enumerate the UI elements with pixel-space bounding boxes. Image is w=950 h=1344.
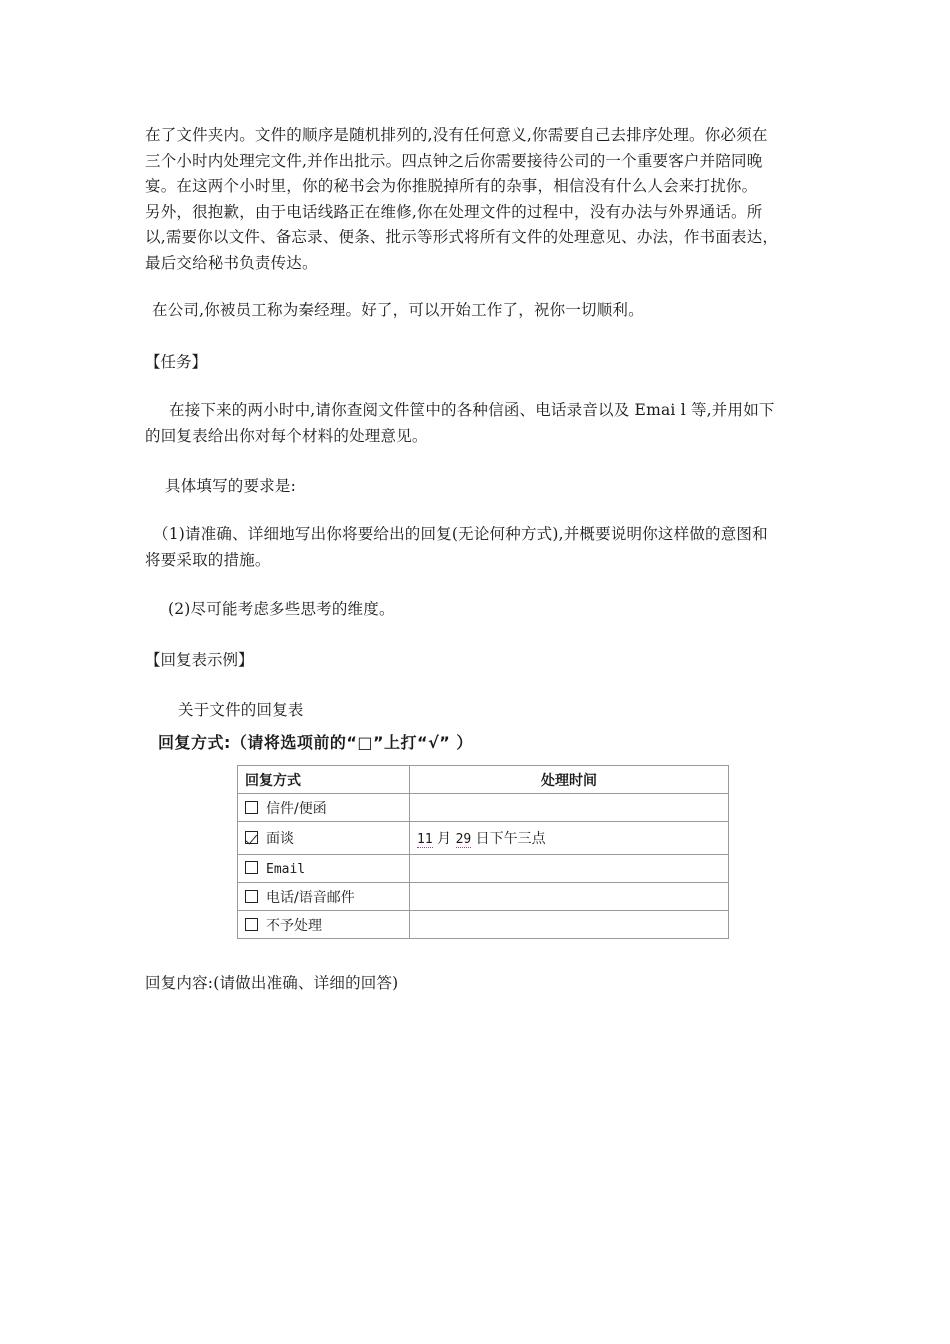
requirement-2: (2)尽可能考虑多些思考的维度。 (168, 600, 395, 618)
form-title: 回复方式:（请将选项前的“□”上打“√” ） (158, 733, 473, 752)
requirements-intro: 具体填写的要求是: (165, 477, 297, 495)
method-label: 面谈 (266, 831, 294, 847)
table-header-row (238, 766, 729, 794)
table-row (238, 794, 729, 822)
task-line: 的回复表给出你对每个材料的处理意见。 (145, 426, 428, 445)
method-label: 电话/语音邮件 (266, 889, 355, 906)
table-row (238, 883, 729, 911)
time-cell[interactable] (410, 883, 729, 911)
table-row (238, 911, 729, 939)
table-row (238, 855, 729, 883)
method-label: 信件/便函 (266, 800, 327, 817)
checkbox-icon[interactable] (245, 861, 258, 874)
time-month-char: 月 (432, 831, 456, 847)
time-cell[interactable] (410, 794, 729, 822)
intro-line: 最后交给秘书负责传达。 (145, 253, 318, 272)
method-cell[interactable] (238, 794, 410, 822)
requirement-1 (145, 522, 813, 573)
checkbox-icon[interactable] (245, 801, 258, 814)
time-month-number: 11 (417, 832, 433, 847)
method-cell[interactable] (238, 822, 410, 855)
method-label: 不予处理 (266, 917, 322, 934)
method-label: Email (266, 861, 306, 877)
method-cell[interactable] (238, 911, 410, 939)
intro-line: 以,需要你以文件、备忘录、便条、批示等形式将所有文件的处理意见、办法，作书面表达， (145, 228, 779, 246)
reply-content-label: 回复内容:(请做出准确、详细的回答) (145, 974, 399, 992)
time-day-rest: 日下午三点 (471, 831, 546, 847)
time-day-number: 29 (455, 832, 472, 847)
time-cell[interactable] (410, 911, 729, 939)
requirement-line: （1)请准确、详细地写出你将要给出的回复(无论何种方式),并概要说明你这样做的意图和 (153, 525, 768, 543)
task-heading: 【任务】 (145, 353, 208, 371)
intro-line: 三个小时内处理完文件,并作出批示。四点钟之后你需要接待公司的一个重要客户并陪同晚 (145, 151, 763, 170)
time-cell[interactable] (410, 855, 729, 883)
example-heading: 【回复表示例】 (145, 651, 254, 669)
intro-line: 在了文件夹内。文件的顺序是随机排列的,没有任何意义,你需要自己去排序处理。你必须在 (145, 126, 768, 144)
column-header-time: 处理时间 (410, 766, 729, 794)
intro-paragraph (145, 123, 813, 276)
task-paragraph (145, 398, 813, 449)
checked-checkbox-icon[interactable] (245, 831, 258, 844)
intro-line: 宴。在这两个小时里，你的秘书会为你推脱掉所有的杂事，相信没有什么人会来打扰你。 (145, 177, 758, 195)
requirement-line: 将要采取的措施。 (145, 550, 271, 569)
method-cell[interactable] (238, 855, 410, 883)
example-subtitle: 关于文件的回复表 (178, 701, 304, 719)
table-row (238, 822, 729, 855)
checkbox-icon[interactable] (245, 918, 258, 931)
method-cell[interactable] (238, 883, 410, 911)
reply-table (237, 765, 729, 939)
column-header-method: 回复方式 (238, 766, 410, 794)
greeting-paragraph: 在公司,你被员工称为秦经理。好了，可以开始工作了，祝你一切顺利。 (152, 301, 644, 319)
intro-line: 另外，很抱歉，由于电话线路正在维修,你在处理文件的过程中，没有办法与外界通话。所 (145, 202, 763, 221)
task-line: 在接下来的两小时中,请你查阅文件筐中的各种信函、电话录音以及 Emai l 等,并用如下 (169, 401, 775, 419)
time-cell[interactable] (410, 822, 729, 855)
checkbox-icon[interactable] (245, 890, 258, 903)
